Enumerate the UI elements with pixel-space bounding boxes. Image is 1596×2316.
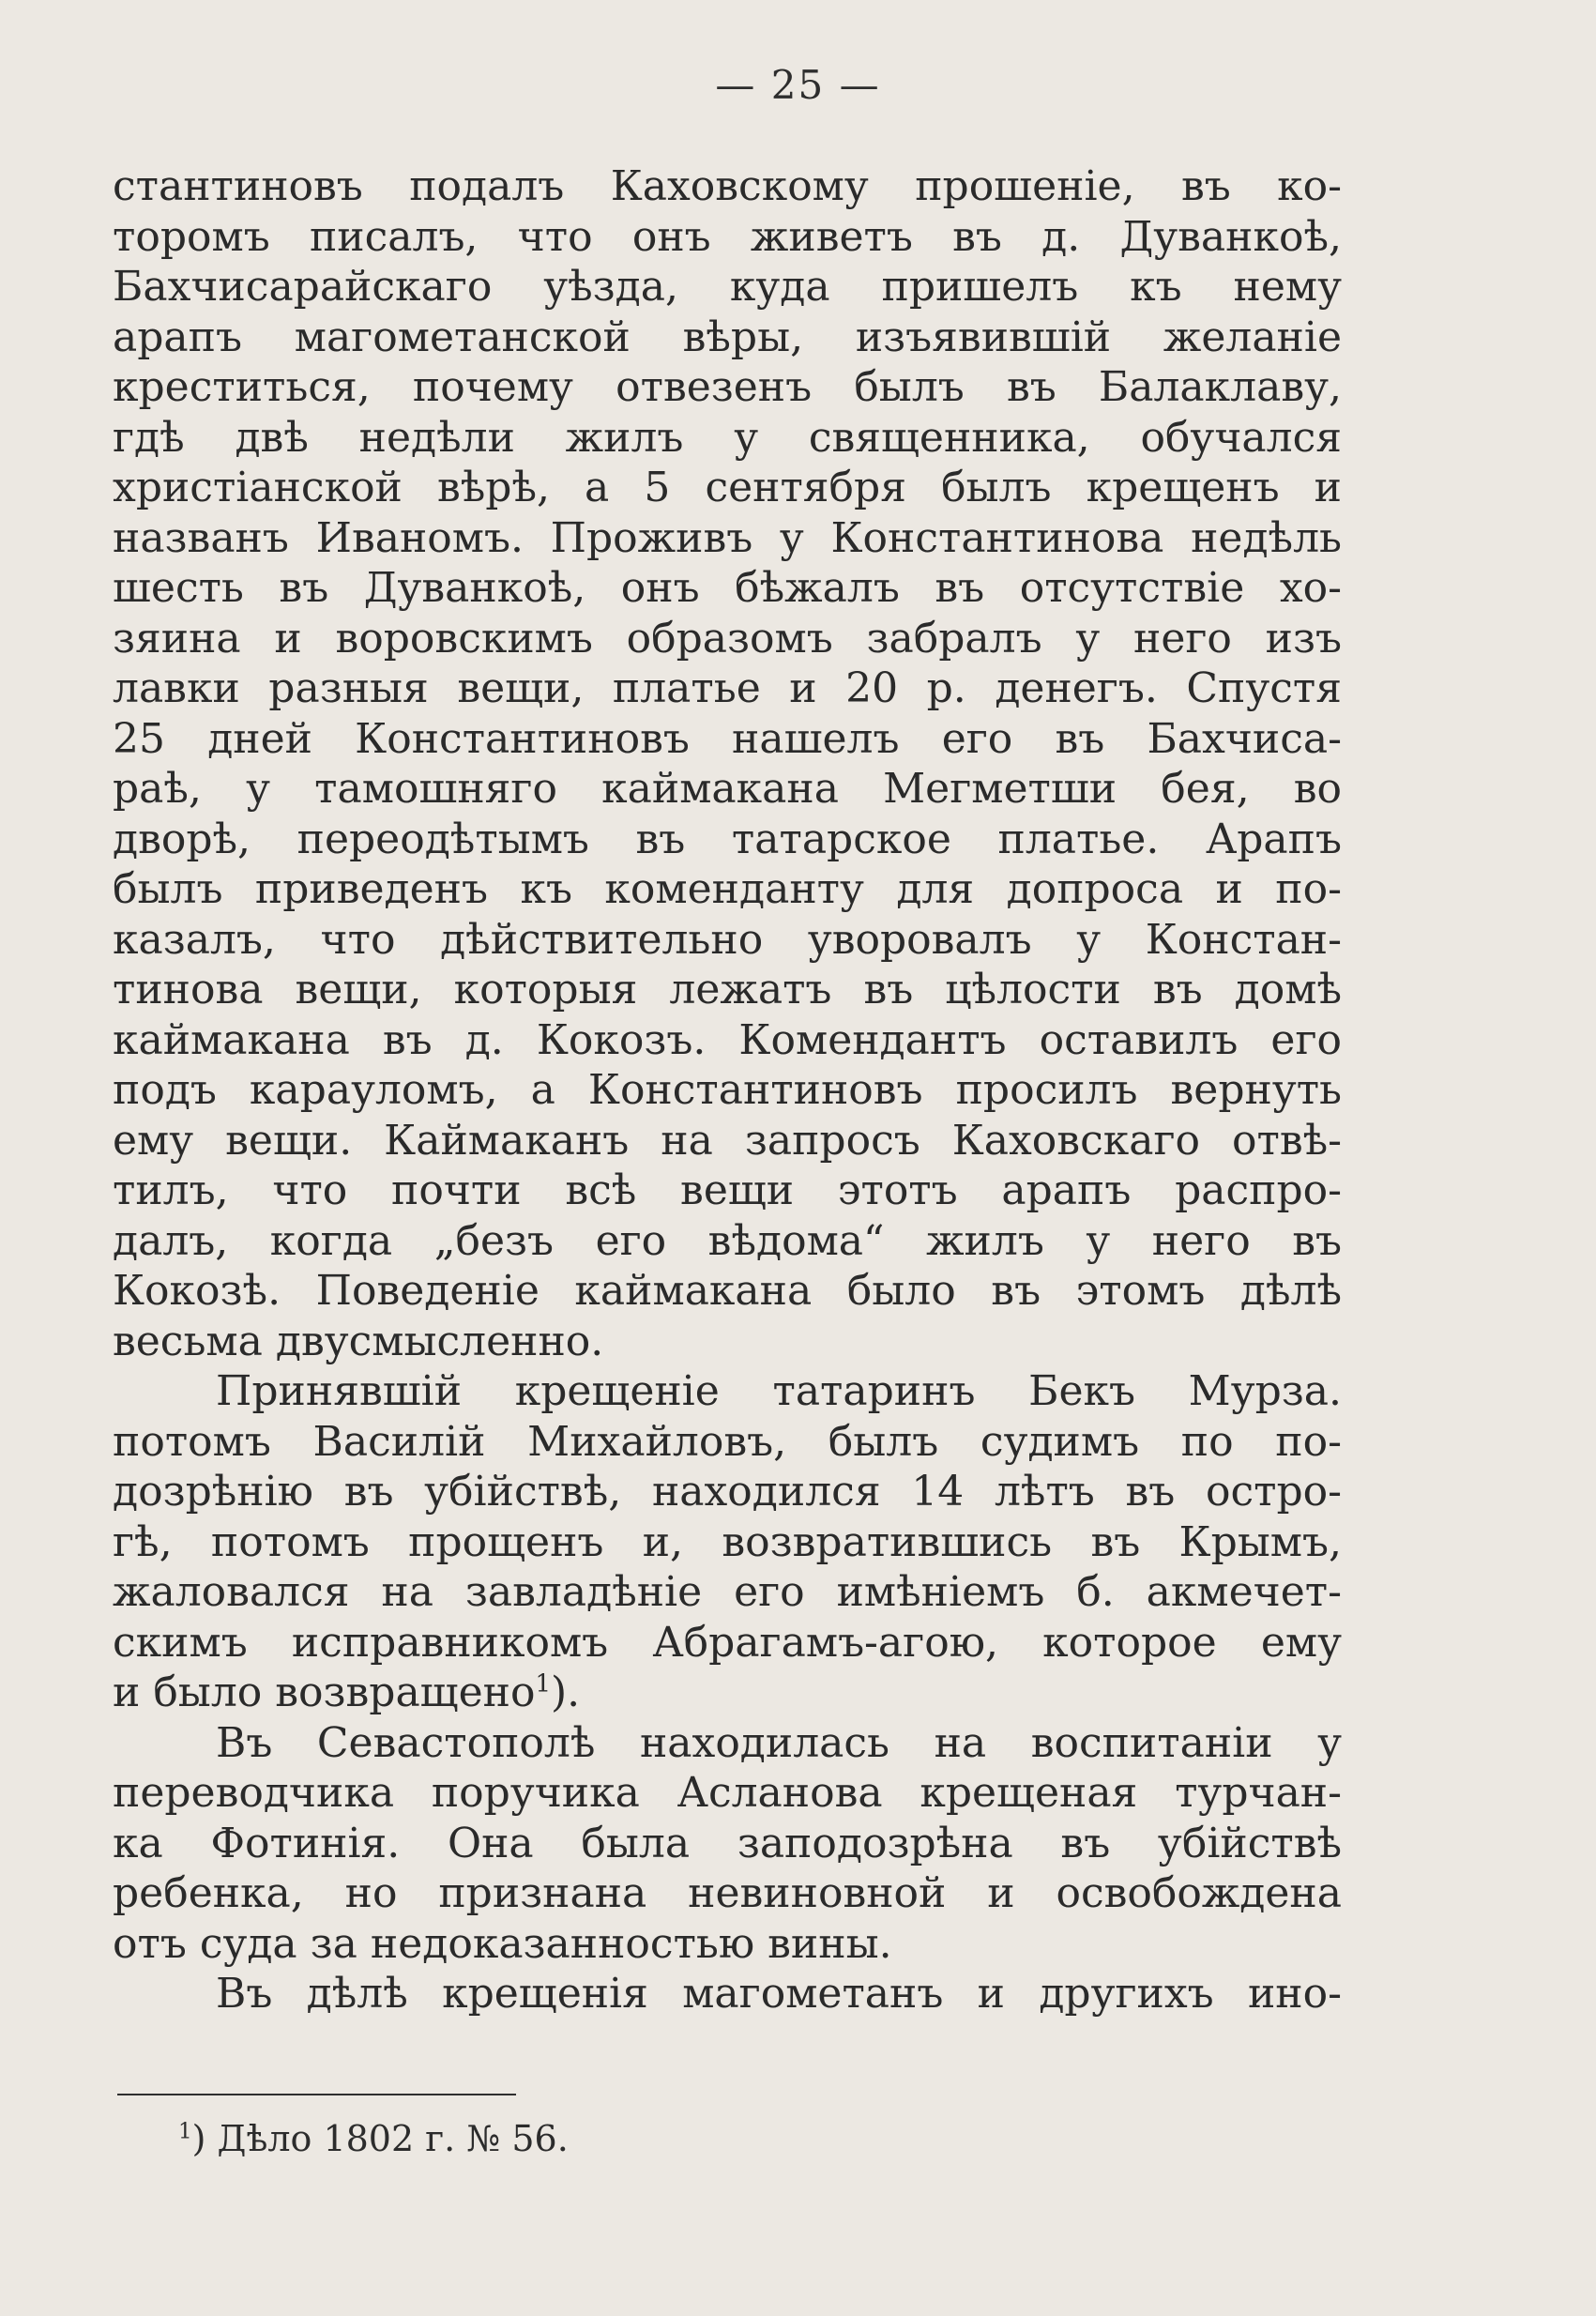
text-line: былъ приведенъ къ коменданту для допроса и по- [113, 865, 1342, 913]
text-line: отъ суда за недоказанностью вины. [113, 1919, 892, 1968]
text-line: ребенка, но признана невиновной и освобождена [113, 1869, 1342, 1917]
text-line: раѣ, у тамошняго каймакана Мегметши бея, во [113, 765, 1342, 813]
text-line: Бахчисарайскаго уѣзда, куда пришелъ къ нему [113, 263, 1342, 311]
footnote-ref[interactable]: 1 [535, 1669, 551, 1699]
text-line: гдѣ двѣ недѣли жилъ у священника, обучался [113, 413, 1342, 462]
text-line: тинова вещи, которыя лежатъ въ цѣлости въ домѣ [113, 966, 1342, 1013]
footnote-marker: 1 [178, 2119, 192, 2144]
body-text [113, 161, 1342, 2019]
text-line: арапъ магометанской вѣры, изъявившій желаніе [113, 312, 1342, 361]
text-line: 25 дней Константиновъ нашелъ его въ Бахчиса- [113, 714, 1342, 763]
text-line: Принявшій крещеніе татаринъ Бекъ Мурза. [216, 1367, 1342, 1415]
line-end: ). [551, 1668, 581, 1716]
text-line: креститься, почему отвезенъ былъ въ Балаклаву, [113, 363, 1342, 411]
text-line: далъ, когда „безъ его вѣдома“ жилъ у него въ [113, 1216, 1342, 1265]
footnote-divider [117, 2094, 516, 2095]
text-line: каймакана въ д. Кокозъ. Комендантъ оставилъ его [113, 1015, 1342, 1064]
footnote-text: ) Дѣло 1802 г. № 56. [191, 2118, 569, 2159]
text-line-with-footnote [113, 1668, 1342, 1718]
text-line: Въ дѣлѣ крещенія магометанъ и другихъ ино- [216, 1970, 1342, 2018]
text-line: ему вещи. Каймаканъ на запросъ Каховскаго отвѣ- [113, 1116, 1342, 1165]
text-line: дворѣ, переодѣтымъ въ татарское платье. Арапъ [113, 815, 1342, 863]
text-line: Въ Севастополѣ находилась на воспитаніи у [216, 1718, 1342, 1767]
text-line: дозрѣнію въ убійствѣ, находился 14 лѣтъ въ остро- [113, 1468, 1342, 1516]
text-line: переводчика поручика Асланова крещеная турчан- [113, 1769, 1342, 1817]
text-line: стантиновъ подалъ Каховскому прошеніе, въ ко- [113, 162, 1342, 210]
text-line: жаловался на завладѣніе его имѣніемъ б. акмечет- [113, 1568, 1342, 1616]
text-line: скимъ исправникомъ Абрагамъ-агою, которое ему [113, 1618, 1342, 1667]
text-line: весьма двусмысленно. [113, 1317, 604, 1365]
text-line: потомъ Василій Михайловъ, былъ судимъ по по- [113, 1417, 1342, 1466]
text-line: подъ карауломъ, а Константиновъ просилъ вернуть [113, 1066, 1342, 1114]
text-line: христіанской вѣрѣ, а 5 сентября былъ крещенъ и [113, 464, 1342, 511]
text-line: тилъ, что почти всѣ вещи этотъ арапъ распро- [113, 1166, 1342, 1214]
line-text: и было возвращено [113, 1668, 536, 1716]
text-line: шесть въ Дуванкоѣ, онъ бѣжалъ въ отсутствіе хо- [113, 564, 1342, 612]
text-line: ка Фотинія. Она была заподозрѣна въ убійствѣ [113, 1819, 1342, 1867]
text-line: Кокозѣ. Поведеніе каймакана было въ этомъ дѣлѣ [113, 1267, 1342, 1315]
footnote [178, 2115, 569, 2162]
text-line: лавки разныя вещи, платье и 20 р. денегъ. Спустя [113, 664, 1342, 712]
text-line: казалъ, что дѣйствительно уворовалъ у Констан- [113, 915, 1342, 964]
text-line: гѣ, потомъ прощенъ и, возвратившись въ Крымъ, [113, 1517, 1342, 1566]
page-number: — 25 — [715, 62, 881, 108]
text-line: зяина и воровскимъ образомъ забралъ у него изъ [113, 614, 1342, 663]
text-line: торомъ писалъ, что онъ живетъ въ д. Дуванкоѣ, [113, 212, 1342, 261]
text-line: названъ Иваномъ. Проживъ у Константинова недѣль [113, 513, 1342, 562]
